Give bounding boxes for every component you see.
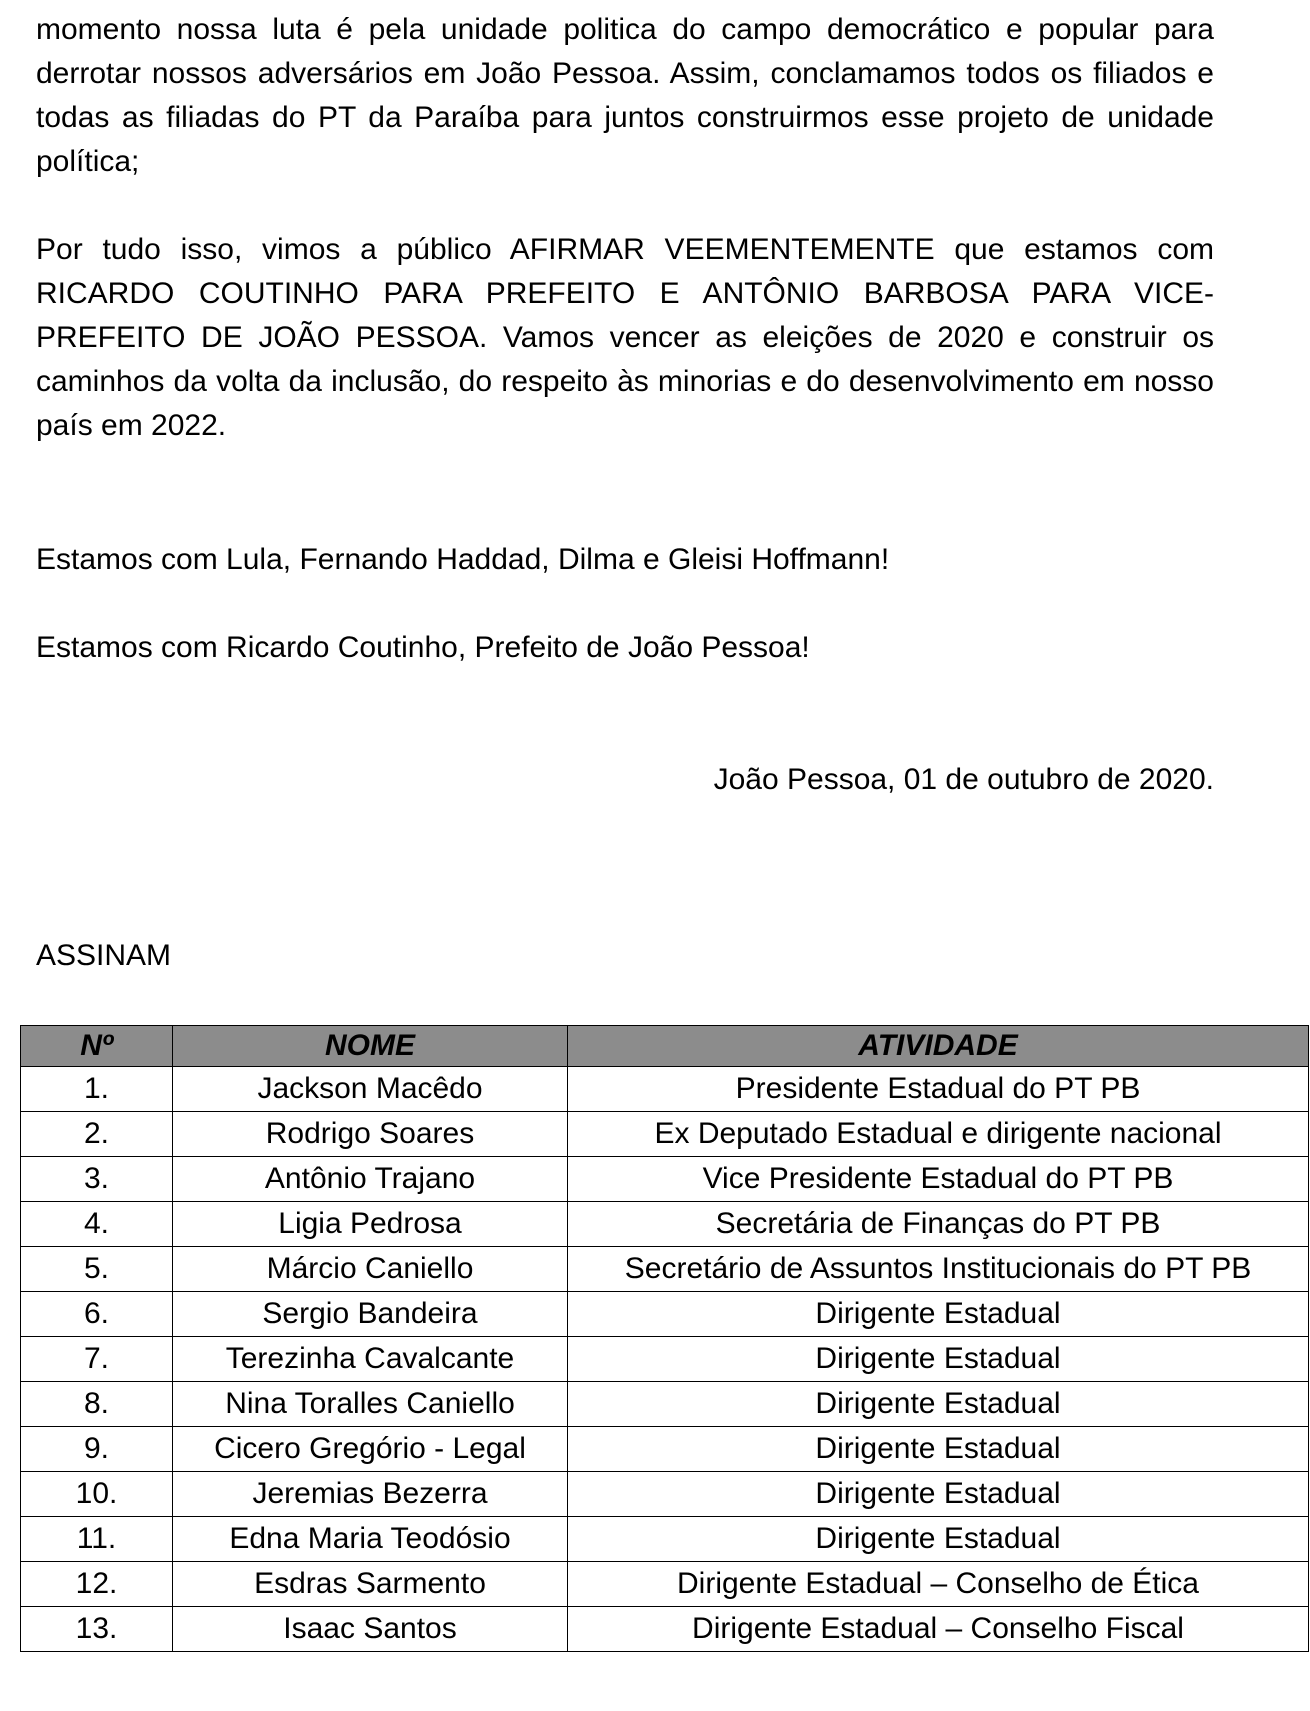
- cell-number: 12.: [21, 1562, 173, 1607]
- cell-name: Ligia Pedrosa: [173, 1202, 568, 1247]
- table-row: [21, 1562, 1309, 1607]
- table-header-row: [21, 1026, 1309, 1067]
- signers-heading: ASSINAM: [36, 939, 172, 972]
- cell-number: 2.: [21, 1112, 173, 1157]
- table-row: [21, 1157, 1309, 1202]
- cell-activity: Ex Deputado Estadual e dirigente nacional: [568, 1112, 1309, 1157]
- slogan-ricardo: Estamos com Ricardo Coutinho, Prefeito de João Pessoa!: [36, 631, 810, 664]
- table-row: [21, 1292, 1309, 1337]
- cell-name: Nina Toralles Caniello: [173, 1382, 568, 1427]
- cell-number: 5.: [21, 1247, 173, 1292]
- cell-number: 1.: [21, 1067, 173, 1112]
- table-row: [21, 1472, 1309, 1517]
- cell-activity: Dirigente Estadual: [568, 1292, 1309, 1337]
- cell-name: Jeremias Bezerra: [173, 1472, 568, 1517]
- cell-name: Márcio Caniello: [173, 1247, 568, 1292]
- table-row: [21, 1247, 1309, 1292]
- cell-number: 11.: [21, 1517, 173, 1562]
- cell-number: 9.: [21, 1427, 173, 1472]
- column-header-name: NOME: [173, 1026, 568, 1067]
- table-row: [21, 1427, 1309, 1472]
- cell-number: 10.: [21, 1472, 173, 1517]
- cell-number: 4.: [21, 1202, 173, 1247]
- table-row: [21, 1517, 1309, 1562]
- cell-name: Terezinha Cavalcante: [173, 1337, 568, 1382]
- table-row: [21, 1112, 1309, 1157]
- body-paragraph-affirmation: Por tudo isso, vimos a público AFIRMAR VEEMENTEMENTE que estamos com RICARDO COUTINHO PARA PREFEITO E ANTÔNIO BARBOSA PARA VICE-PREFEITO DE JOÃO PESSOA. Vamos vencer as eleições de 2020 e construir os caminhos da volta da inclusão, do respeito às minorias e do desenvolvimento em nosso país em 2022.: [36, 233, 1214, 442]
- cell-name: Isaac Santos: [173, 1607, 568, 1652]
- cell-activity: Dirigente Estadual – Conselho Fiscal: [568, 1607, 1309, 1652]
- cell-activity: Presidente Estadual do PT PB: [568, 1067, 1309, 1112]
- cell-activity: Dirigente Estadual: [568, 1427, 1309, 1472]
- signers-table-header: [21, 1026, 1309, 1067]
- slogan-lula: Estamos com Lula, Fernando Haddad, Dilma e Gleisi Hoffmann!: [36, 543, 890, 576]
- cell-activity: Dirigente Estadual: [568, 1472, 1309, 1517]
- table-row: [21, 1382, 1309, 1427]
- table-row: [21, 1607, 1309, 1652]
- cell-number: 7.: [21, 1337, 173, 1382]
- column-header-number: Nº: [21, 1026, 173, 1067]
- cell-name: Cicero Gregório - Legal: [173, 1427, 568, 1472]
- cell-activity: Secretária de Finanças do PT PB: [568, 1202, 1309, 1247]
- cell-name: Sergio Bandeira: [173, 1292, 568, 1337]
- column-header-activity: ATIVIDADE: [568, 1026, 1309, 1067]
- signers-table: [20, 1025, 1309, 1652]
- cell-number: 6.: [21, 1292, 173, 1337]
- cell-activity: Dirigente Estadual: [568, 1517, 1309, 1562]
- cell-name: Antônio Trajano: [173, 1157, 568, 1202]
- cell-activity: Dirigente Estadual: [568, 1382, 1309, 1427]
- cell-number: 8.: [21, 1382, 173, 1427]
- signers-table-body: [21, 1067, 1309, 1652]
- table-row: [21, 1337, 1309, 1382]
- cell-activity: Vice Presidente Estadual do PT PB: [568, 1157, 1309, 1202]
- cell-activity: Secretário de Assuntos Institucionais do PT PB: [568, 1247, 1309, 1292]
- body-paragraph-unity: momento nossa luta é pela unidade politica do campo democrático e popular para derrotar nossos adversários em João Pessoa. Assim, conclamamos todos os filiados e todas as filiadas do PT da Paraíba para juntos construirmos esse projeto de unidade política;: [36, 13, 1214, 178]
- cell-number: 13.: [21, 1607, 173, 1652]
- cell-name: Rodrigo Soares: [173, 1112, 568, 1157]
- table-row: [21, 1202, 1309, 1247]
- cell-activity: Dirigente Estadual – Conselho de Ética: [568, 1562, 1309, 1607]
- table-row: [21, 1067, 1309, 1112]
- cell-name: Esdras Sarmento: [173, 1562, 568, 1607]
- cell-activity: Dirigente Estadual: [568, 1337, 1309, 1382]
- cell-number: 3.: [21, 1157, 173, 1202]
- cell-name: Edna Maria Teodósio: [173, 1517, 568, 1562]
- cell-name: Jackson Macêdo: [173, 1067, 568, 1112]
- date-line: João Pessoa, 01 de outubro de 2020.: [713, 763, 1214, 796]
